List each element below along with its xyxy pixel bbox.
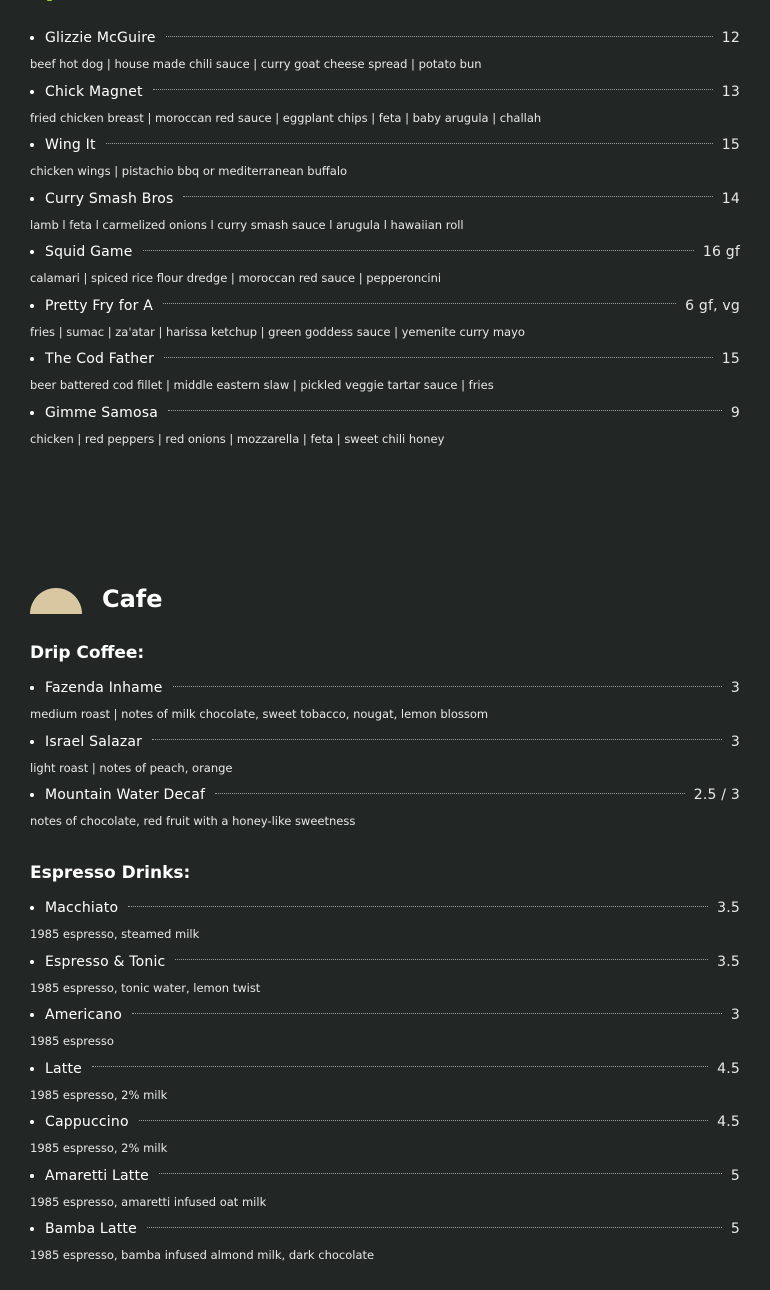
item-price: 2.5 / 3 <box>693 787 740 803</box>
menu-item <box>30 27 740 81</box>
bullet <box>30 793 34 797</box>
item-price: 14 <box>721 190 740 207</box>
item-name: Squid Game <box>45 244 133 260</box>
item-description: calamari | spiced rice flour dredge | moroccan red sauce | pepperoncini <box>30 271 442 285</box>
item-price: 5 <box>730 1167 740 1184</box>
bullet <box>30 1227 34 1231</box>
bullet <box>30 90 34 94</box>
item-price: 3.5 <box>717 953 740 970</box>
menu-item <box>30 241 740 295</box>
section-title: Cafe <box>102 585 163 613</box>
item-description: 1985 espresso, amaretti infused oat milk <box>30 1194 267 1209</box>
menu-item <box>30 1004 740 1058</box>
item-description: medium roast | notes of milk chocolate, sweet tobacco, nougat, lemon blossom <box>30 707 489 721</box>
dotted-leader <box>175 959 708 960</box>
menu-item <box>30 731 740 785</box>
dotted-leader <box>164 357 713 358</box>
item-description: chicken | red peppers | red onions | mozzarella | feta | sweet chili honey <box>30 431 445 446</box>
dotted-leader <box>139 1120 708 1121</box>
dotted-leader <box>166 36 713 37</box>
bullet <box>30 1013 34 1017</box>
item-price: 3 <box>730 680 740 696</box>
bullet <box>30 686 34 690</box>
item-description: notes of chocolate, red fruit with a honey-like sweetness <box>30 814 356 828</box>
menu-item <box>30 784 740 838</box>
dotted-leader <box>92 1066 708 1067</box>
dotted-leader <box>168 410 722 411</box>
section-accent-mark <box>47 0 52 1</box>
bullet <box>30 411 34 415</box>
menu-item <box>30 134 740 188</box>
menu-item <box>30 951 740 1005</box>
item-price: 5 <box>730 1221 740 1237</box>
dotted-leader <box>153 89 713 90</box>
menu-item <box>30 1165 740 1219</box>
item-description: lamb l feta l carmelized onions l curry smash sauce l arugula l hawaiian roll <box>30 217 464 232</box>
item-description: 1985 espresso, 2% milk <box>30 1087 168 1102</box>
item-price: 6 gf, vg <box>685 297 740 314</box>
menu-item <box>30 348 740 402</box>
dotted-leader <box>147 1227 722 1228</box>
item-description: beef hot dog | house made chili sauce | curry goat cheese spread | potato bun <box>30 57 482 71</box>
item-name: Israel Salazar <box>45 733 143 750</box>
item-name: Pretty Fry for A <box>45 297 153 314</box>
item-name: Bamba Latte <box>45 1221 137 1237</box>
menu-item <box>30 188 740 242</box>
item-name: Gimme Samosa <box>45 404 159 421</box>
menu-item <box>30 677 740 731</box>
item-name: Chick Magnet <box>45 83 143 100</box>
item-description: 1985 espresso <box>30 1034 114 1048</box>
dotted-leader <box>106 143 713 144</box>
item-name: Glizzie McGuire <box>45 30 156 46</box>
item-name: Americano <box>45 1007 122 1023</box>
item-name: Curry Smash Bros <box>45 190 174 207</box>
espresso-drinks-list <box>30 897 740 1272</box>
half-circle-icon <box>30 588 82 614</box>
bullet <box>30 250 34 254</box>
bullet <box>30 1120 34 1124</box>
menu-item <box>30 81 740 135</box>
item-description: 1985 espresso, tonic water, lemon twist <box>30 980 261 995</box>
menu-item <box>30 402 740 456</box>
menu-item <box>30 1111 740 1165</box>
item-price: 3.5 <box>717 900 740 916</box>
item-price: 4.5 <box>717 1060 740 1077</box>
item-price: 15 <box>721 137 740 153</box>
item-name: Macchiato <box>45 900 119 916</box>
item-description: light roast | notes of peach, orange <box>30 760 233 775</box>
bullet <box>30 36 34 40</box>
item-description: fried chicken breast | moroccan red sauce | eggplant chips | feta | baby arugula | challah <box>30 110 542 125</box>
bullet <box>30 1067 34 1071</box>
dotted-leader <box>132 1013 722 1014</box>
dotted-leader <box>163 303 676 304</box>
bullet <box>30 143 34 147</box>
item-description: beer battered cod fillet | middle eastern slaw | pickled veggie tartar sauce | fries <box>30 378 494 392</box>
item-price: 3 <box>730 733 740 750</box>
item-price: 4.5 <box>717 1114 740 1130</box>
dotted-leader <box>215 793 685 794</box>
food-menu-list <box>30 27 740 455</box>
dotted-leader <box>173 686 722 687</box>
item-price: 16 gf <box>702 244 740 260</box>
bullet <box>30 960 34 964</box>
item-description: 1985 espresso, bamba infused almond milk, dark chocolate <box>30 1248 375 1262</box>
item-price: 12 <box>721 30 740 46</box>
item-description: 1985 espresso, steamed milk <box>30 927 200 941</box>
espresso-drinks-heading: Espresso Drinks: <box>30 863 191 883</box>
item-description: fries | sumac | za'atar | harissa ketchup | green goddess sauce | yemenite curry mayo <box>30 324 525 339</box>
bullet <box>30 1174 34 1178</box>
bullet <box>30 906 34 910</box>
menu-item <box>30 897 740 951</box>
dotted-leader <box>143 250 694 251</box>
item-name: Mountain Water Decaf <box>45 787 206 803</box>
menu-item <box>30 1218 740 1272</box>
dotted-leader <box>159 1173 722 1174</box>
item-name: Cappuccino <box>45 1114 129 1130</box>
item-price: 15 <box>721 351 740 367</box>
menu-item <box>30 295 740 349</box>
bullet <box>30 197 34 201</box>
drip-coffee-list <box>30 677 740 838</box>
bullet <box>30 740 34 744</box>
bullet <box>30 357 34 361</box>
dotted-leader <box>152 739 722 740</box>
menu-item <box>30 1058 740 1112</box>
item-price: 13 <box>721 83 740 100</box>
item-name: Espresso & Tonic <box>45 953 166 970</box>
item-name: Latte <box>45 1060 82 1077</box>
cafe-section-header <box>30 584 163 614</box>
item-price: 3 <box>730 1007 740 1023</box>
item-name: Wing It <box>45 137 96 153</box>
drip-coffee-heading: Drip Coffee: <box>30 643 145 663</box>
item-name: The Cod Father <box>45 351 155 367</box>
dotted-leader <box>183 196 712 197</box>
bullet <box>30 304 34 308</box>
dotted-leader <box>128 906 708 907</box>
item-name: Fazenda Inhame <box>45 680 163 696</box>
item-name: Amaretti Latte <box>45 1167 149 1184</box>
item-price: 9 <box>730 404 740 421</box>
item-description: chicken wings | pistachio bbq or mediterranean buffalo <box>30 164 348 178</box>
item-description: 1985 espresso, 2% milk <box>30 1141 168 1155</box>
